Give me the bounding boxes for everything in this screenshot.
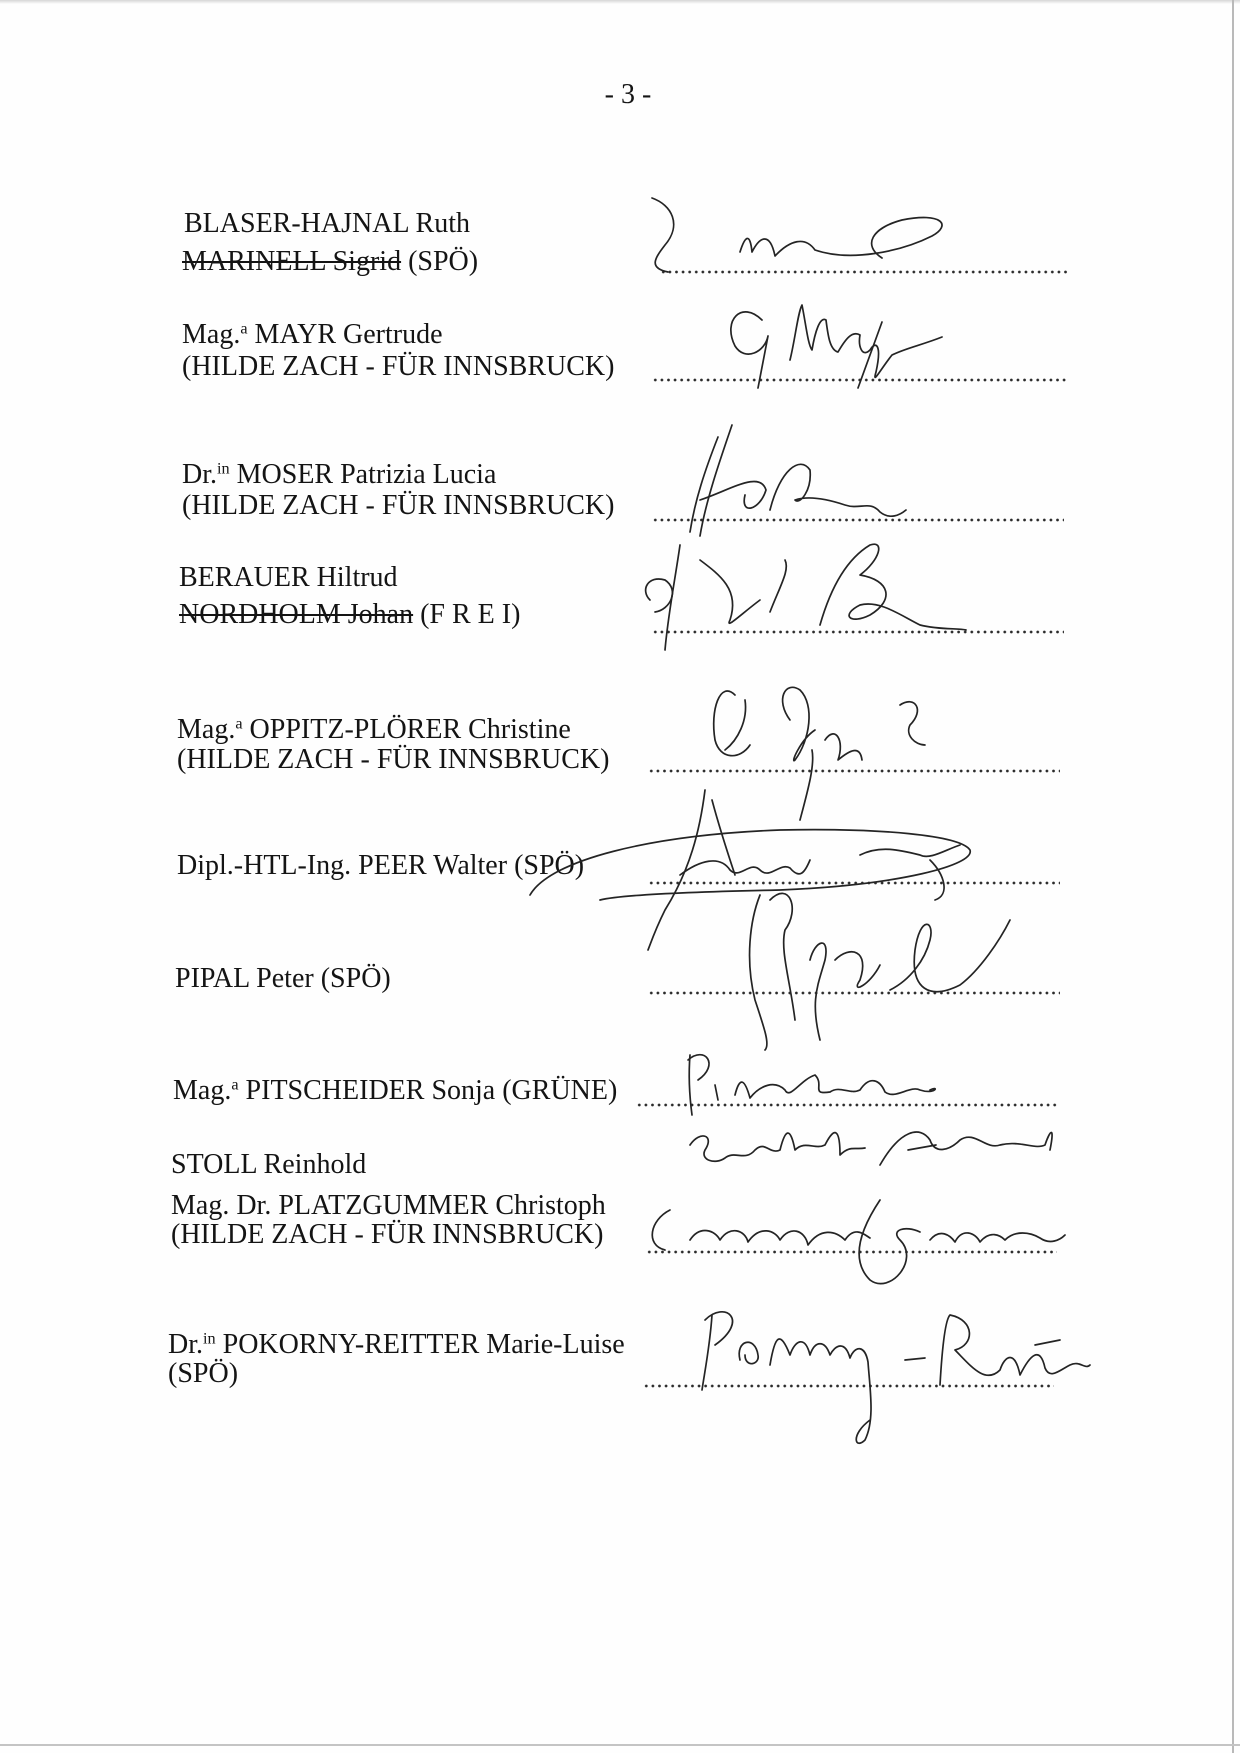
signature-mayr	[731, 305, 942, 388]
signature-pipal	[750, 893, 1010, 1050]
name-text: MOSER Patrizia Lucia	[236, 459, 497, 490]
signature-blaser-hajnal	[652, 198, 942, 272]
signatory-name	[177, 714, 571, 746]
academic-title: Mag.	[177, 714, 236, 745]
signatory-name: BERAUER Hiltrud	[179, 562, 398, 593]
academic-title: Dr.	[168, 1329, 203, 1360]
academic-title: Mag.	[182, 319, 241, 350]
signature-pokorny-reitter	[702, 1312, 1090, 1443]
party-label: (F R E I)	[420, 599, 521, 630]
signature-line	[652, 630, 1064, 634]
academic-title-suffix: a	[235, 714, 243, 733]
signature-line	[648, 881, 1060, 885]
signatory-name	[182, 319, 443, 351]
signature-line	[646, 1250, 1057, 1254]
academic-title: Dr.	[182, 459, 217, 490]
academic-title-suffix: in	[203, 1329, 216, 1348]
signature-peer	[530, 790, 970, 950]
signature-line	[636, 1103, 1057, 1107]
signatory-replaced-line	[179, 599, 520, 631]
signatory-name: STOLL Reinhold	[171, 1149, 367, 1180]
party-label: (SPÖ)	[168, 1358, 239, 1389]
signatory-replaced-line	[182, 246, 478, 278]
signatory-name: BLASER-HAJNAL Ruth	[184, 208, 470, 239]
academic-title-suffix: a	[231, 1075, 239, 1094]
academic-title-suffix: a	[240, 319, 248, 338]
struck-name: NORDHOLM Johan	[179, 599, 414, 630]
party-label: (HILDE ZACH - FÜR INNSBRUCK)	[182, 351, 615, 382]
signature-line	[648, 769, 1060, 773]
signatory-name-secondary: Mag. Dr. PLATZGUMMER Christoph	[171, 1190, 606, 1221]
signature-line	[652, 378, 1068, 382]
signature-platzgummer	[652, 1200, 1065, 1284]
struck-name: MARINELL Sigrid	[182, 246, 402, 277]
party-label: (SPÖ)	[320, 963, 391, 994]
academic-title-suffix: in	[217, 459, 230, 478]
signature-stoll	[690, 1132, 1052, 1165]
name-text: PITSCHEIDER Sonja	[245, 1075, 496, 1106]
page-number: - 3 -	[604, 79, 652, 110]
signatory-name	[182, 459, 496, 491]
name-text: MAYR Gertrude	[254, 319, 443, 350]
signature-berauer	[646, 544, 966, 650]
signature-line	[652, 518, 1064, 522]
signature-line	[648, 991, 1060, 995]
signature-oppitz-ploerer	[714, 687, 925, 820]
scan-edge-top	[0, 0, 1240, 4]
name-text: POKORNY-REITTER Marie-Luise	[222, 1329, 625, 1360]
signature-line	[643, 1384, 1054, 1388]
signatory-name	[173, 1075, 617, 1107]
signatory-name	[168, 1329, 625, 1361]
signature-line	[660, 270, 1068, 274]
party-label: (SPÖ)	[408, 246, 479, 277]
academic-title: Mag.	[173, 1075, 232, 1106]
party-label: (GRÜNE)	[502, 1075, 618, 1106]
party-label: (HILDE ZACH - FÜR INNSBRUCK)	[171, 1219, 604, 1250]
party-label: (HILDE ZACH - FÜR INNSBRUCK)	[177, 744, 610, 775]
party-label: (HILDE ZACH - FÜR INNSBRUCK)	[182, 490, 615, 521]
name-text: Dipl.-HTL-Ing. PEER Walter	[177, 850, 508, 881]
party-label: (SPÖ)	[514, 850, 585, 881]
signatory-name	[175, 963, 391, 995]
scan-edge-bottom	[0, 1744, 1240, 1746]
name-text: PIPAL Peter	[175, 963, 314, 994]
name-text: OPPITZ-PLÖRER Christine	[249, 714, 571, 745]
scan-edge-right	[1232, 0, 1234, 1753]
signatory-name	[177, 850, 584, 882]
